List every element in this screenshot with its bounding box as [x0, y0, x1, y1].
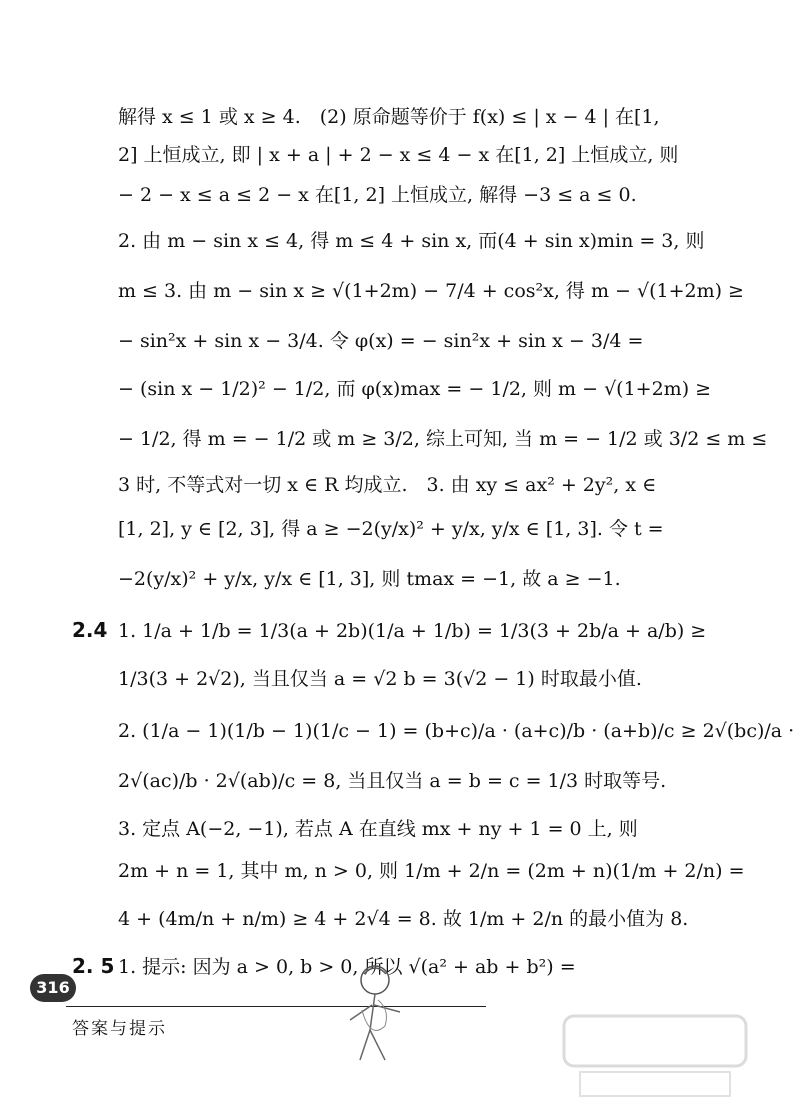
text-line: 2√(ac)/b · 2√(ab)/c = 8, 当且仅当 a = b = c = 1/3 时取等号.	[118, 770, 667, 792]
text-line: 1. 提示: 因为 a > 0, b > 0, 所以 √(a² + ab + b²) =	[118, 956, 576, 978]
text-line: 2. 由 m − sin x ≤ 4, 得 m ≤ 4 + sin x, 而(4 + sin x)min = 3, 则	[118, 230, 705, 252]
text-line: 3. 定点 A(−2, −1), 若点 A 在直线 mx + ny + 1 = 0 上, 则	[118, 818, 638, 840]
text-line: 2] 上恒成立, 即 | x + a | + 2 − x ≤ 4 − x 在[1, 2] 上恒成立, 则	[118, 144, 679, 166]
page-number-badge: 316	[30, 974, 76, 1002]
text-line: [1, 2], y ∈ [2, 3], 得 a ≥ −2(y/x)² + y/x, y/x ∈ [1, 3]. 令 t =	[118, 518, 664, 540]
text-line: 2m + n = 1, 其中 m, n > 0, 则 1/m + 2/n = (2m + n)(1/m + 2/n) =	[118, 860, 745, 882]
section-number-2-5: 2. 5	[72, 954, 115, 978]
mascot-figure-icon	[330, 960, 420, 1070]
text-line: − 1/2, 得 m = − 1/2 或 m ≥ 3/2, 综上可知, 当 m = − 1/2 或 3/2 ≤ m ≤	[118, 428, 768, 450]
text-line: 1/3(3 + 2√2), 当且仅当 a = √2 b = 3(√2 − 1) 时取最小值.	[118, 668, 642, 690]
text-line: 1. 1/a + 1/b = 1/3(a + 2b)(1/a + 1/b) = 1/3(3 + 2b/a + a/b) ≥	[118, 620, 707, 642]
section-number-2-4: 2.4	[72, 618, 108, 642]
watermark-logo-icon	[560, 1012, 750, 1102]
text-line: 解得 x ≤ 1 或 x ≥ 4. (2) 原命题等价于 f(x) ≤ | x − 4 | 在[1,	[118, 106, 660, 128]
text-line: − sin²x + sin x − 3/4. 令 φ(x) = − sin²x + sin x − 3/4 =	[118, 330, 644, 352]
text-line: 2. (1/a − 1)(1/b − 1)(1/c − 1) = (b+c)/a · (a+c)/b · (a+b)/c ≥ 2√(bc)/a ·	[118, 720, 794, 742]
text-line: −2(y/x)² + y/x, y/x ∈ [1, 3], 则 tmax = −1, 故 a ≥ −1.	[118, 568, 621, 590]
text-line: 4 + (4m/n + n/m) ≥ 4 + 2√4 = 8. 故 1/m + 2/n 的最小值为 8.	[118, 908, 689, 930]
footer-divider	[66, 1006, 486, 1007]
text-line: m ≤ 3. 由 m − sin x ≥ √(1+2m) − 7/4 + cos²x, 得 m − √(1+2m) ≥	[118, 280, 744, 302]
text-line: 3 时, 不等式对一切 x ∈ R 均成立. 3. 由 xy ≤ ax² + 2y², x ∈	[118, 474, 657, 496]
text-line: − (sin x − 1/2)² − 1/2, 而 φ(x)max = − 1/2, 则 m − √(1+2m) ≥	[118, 378, 712, 400]
footer-title: 答案与提示	[72, 1019, 167, 1039]
text-line: − 2 − x ≤ a ≤ 2 − x 在[1, 2] 上恒成立, 解得 −3 ≤ a ≤ 0.	[118, 184, 637, 206]
